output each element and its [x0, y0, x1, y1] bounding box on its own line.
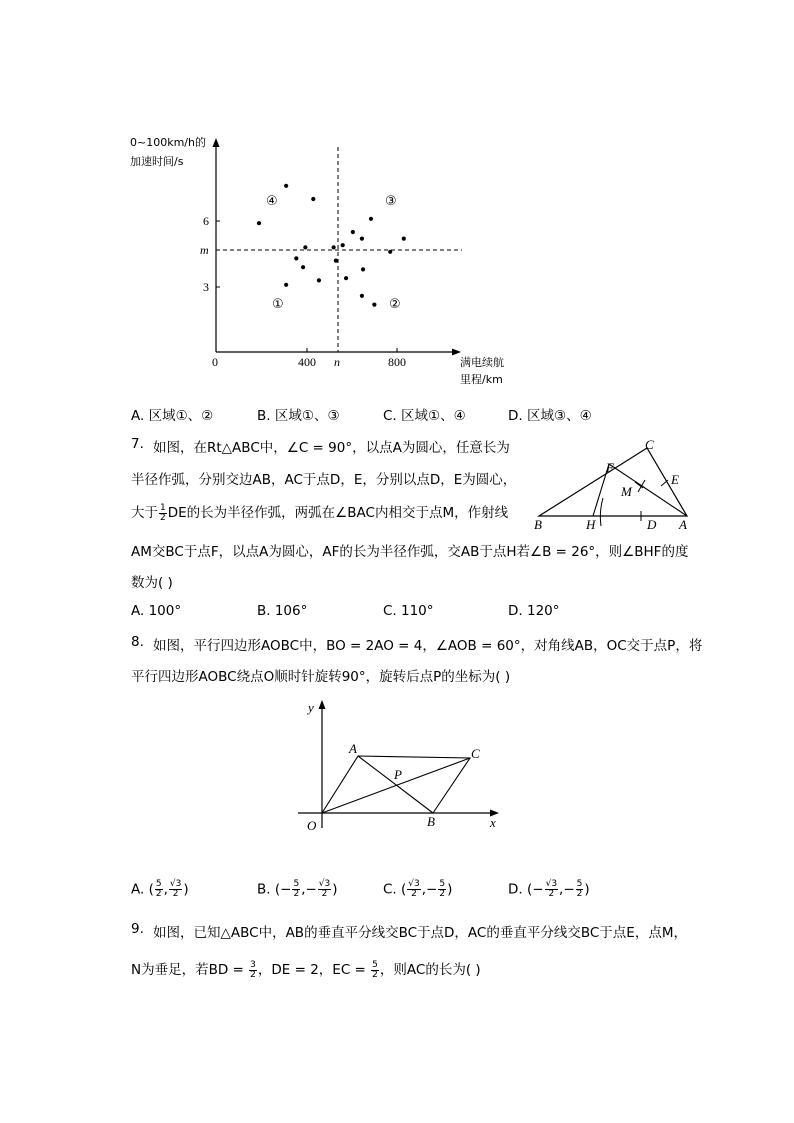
- x-axis-label-line2: 里程/km: [460, 373, 503, 386]
- q8-label-p: P: [394, 767, 402, 782]
- q8-option-c: C. ( $\frac{√3}{2}$ ,− $\frac{5}{2}$ ): [383, 879, 453, 899]
- q7-label-c: C: [645, 437, 654, 452]
- region-4-label: ④: [266, 194, 278, 209]
- q7-option-d: D. 120°: [508, 603, 560, 619]
- q7-line4: AM交BC于点F，以点A为圆心，AF的长为半径作弧，交AB于点H若∠B = 26°，则∠BHF的度: [131, 544, 689, 560]
- q8-label-o: O: [307, 818, 317, 833]
- q8-label-c: C: [471, 746, 480, 761]
- q8-option-d: D. (− $\frac{√3}{2}$ ,− $\frac{5}{2}$ ): [508, 879, 590, 899]
- q8-line1: 如图，平行四边形AOBC中，BO = 2AO = 4，∠AOB = 60°，对角线AB，OC交于点P，将: [153, 638, 703, 654]
- region-2-label: ②: [389, 297, 401, 312]
- q9-bd-fraction: $\frac{3}{2}$: [250, 959, 256, 980]
- x-tick-400: 400: [298, 355, 316, 369]
- scatter-point-9: [332, 245, 336, 249]
- y-axis-label-line1: 0~100km/h的: [130, 136, 206, 149]
- q8-label-a: A: [349, 741, 357, 756]
- q8-number: 8.: [131, 634, 144, 650]
- scatter-point-8: [317, 278, 321, 282]
- scatter-point-7: [284, 283, 288, 287]
- scatter-point-2: [284, 184, 288, 188]
- scatter-point-4: [303, 245, 307, 249]
- q7-line1: 如图，在Rt△ABC中，∠C = 90°，以点A为圆心，任意长为: [153, 440, 510, 456]
- q7-option-b: B. 106°: [257, 603, 308, 619]
- q7-triangle-figure: [525, 436, 705, 536]
- scatter-point-5: [294, 256, 298, 260]
- q8-line2: 平行四边形AOBC绕点O顺时针旋转90°，旋转后点P的坐标为( ): [131, 669, 511, 685]
- scatter-point-13: [351, 230, 355, 234]
- region-3-label: ③: [385, 194, 397, 209]
- y-axis-label-line2: 加速时间/s: [130, 155, 184, 168]
- q9-line2: N为垂足，若BD = $\frac{3}{2}$ ，DE = 2，EC = $\frac{5}{2}$ ，则AC的长为( ): [131, 959, 481, 980]
- q6-option-d: D. 区域③、④: [508, 408, 592, 424]
- scatter-point-15: [369, 217, 373, 221]
- scatter-point-6: [301, 265, 305, 269]
- x-axis-arrow: [452, 349, 461, 356]
- q8-label-y: y: [308, 700, 314, 715]
- y-axis-arrow: [213, 138, 220, 147]
- y-tick-3: 3: [203, 280, 209, 294]
- q7-line3-post: DE的长为半径作弧，两弧在∠BAC内相交于点M，作射线: [167, 505, 509, 521]
- scatter-point-3: [311, 197, 315, 201]
- q7-half-fraction: $\frac{1}{2}$: [160, 502, 166, 523]
- scatter-point-20: [402, 237, 406, 241]
- q7-label-b: B: [534, 517, 542, 532]
- q7-line5: 数为( ): [131, 575, 173, 591]
- scatter-point-11: [341, 243, 345, 247]
- scatter-point-16: [361, 267, 365, 271]
- q7-label-h: H: [586, 517, 596, 532]
- q7-label-a: A: [679, 517, 687, 532]
- x-tick-0: 0: [212, 355, 218, 369]
- q9-ec-fraction: $\frac{5}{2}$: [372, 959, 378, 980]
- q7-label-f: F: [606, 460, 614, 475]
- x-tick-800: 800: [388, 355, 406, 369]
- y-tick-m: m: [200, 243, 209, 257]
- q7-number: 7.: [131, 436, 144, 452]
- q7-line2: 半径作弧，分别交边AB，AC于点D，E，分别以点D，E为圆心，: [131, 472, 517, 488]
- q9-number: 9.: [131, 921, 144, 937]
- scatter-point-1: [257, 221, 261, 225]
- q7-line3: [131, 501, 508, 523]
- q7-option-a: A. 100°: [131, 603, 182, 619]
- q7-label-m: M: [621, 484, 632, 499]
- q8-label-b: B: [427, 814, 435, 829]
- region-1-label: ①: [272, 297, 284, 312]
- q6-option-b: B. 区域①、③: [257, 408, 340, 424]
- scatter-point-17: [360, 294, 364, 298]
- q7-label-d: D: [647, 517, 657, 532]
- q8-option-b: B. (− $\frac{5}{2}$ ,− $\frac{√3}{2}$ ): [257, 879, 338, 899]
- scatter-point-12: [344, 276, 348, 280]
- q7-line3-pre: 大于: [131, 505, 158, 521]
- q7-option-c: C. 110°: [383, 603, 434, 619]
- scatter-chart: [120, 130, 520, 390]
- q6-option-c: C. 区域①、④: [383, 408, 466, 424]
- q8-option-a: A. ( $\frac{5}{2}$ , $\frac{√3}{2}$ ): [131, 879, 189, 899]
- scatter-point-19: [388, 250, 392, 254]
- scatter-point-18: [372, 303, 376, 307]
- x-axis-label-line1: 满电续航: [460, 356, 504, 369]
- scatter-point-10: [334, 259, 338, 263]
- q8-label-x: x: [490, 815, 496, 830]
- q9-line1: 如图，已知△ABC中，AB的垂直平分线交BC于点D，AC的垂直平分线交BC于点E，点M，: [153, 925, 687, 941]
- q6-option-a: A. 区域①、②: [131, 408, 214, 424]
- q7-label-e: E: [671, 472, 679, 487]
- q8-parallelogram-figure: [290, 696, 510, 836]
- x-tick-n: n: [334, 355, 340, 369]
- scatter-point-14: [360, 237, 364, 241]
- y-tick-6: 6: [203, 214, 209, 228]
